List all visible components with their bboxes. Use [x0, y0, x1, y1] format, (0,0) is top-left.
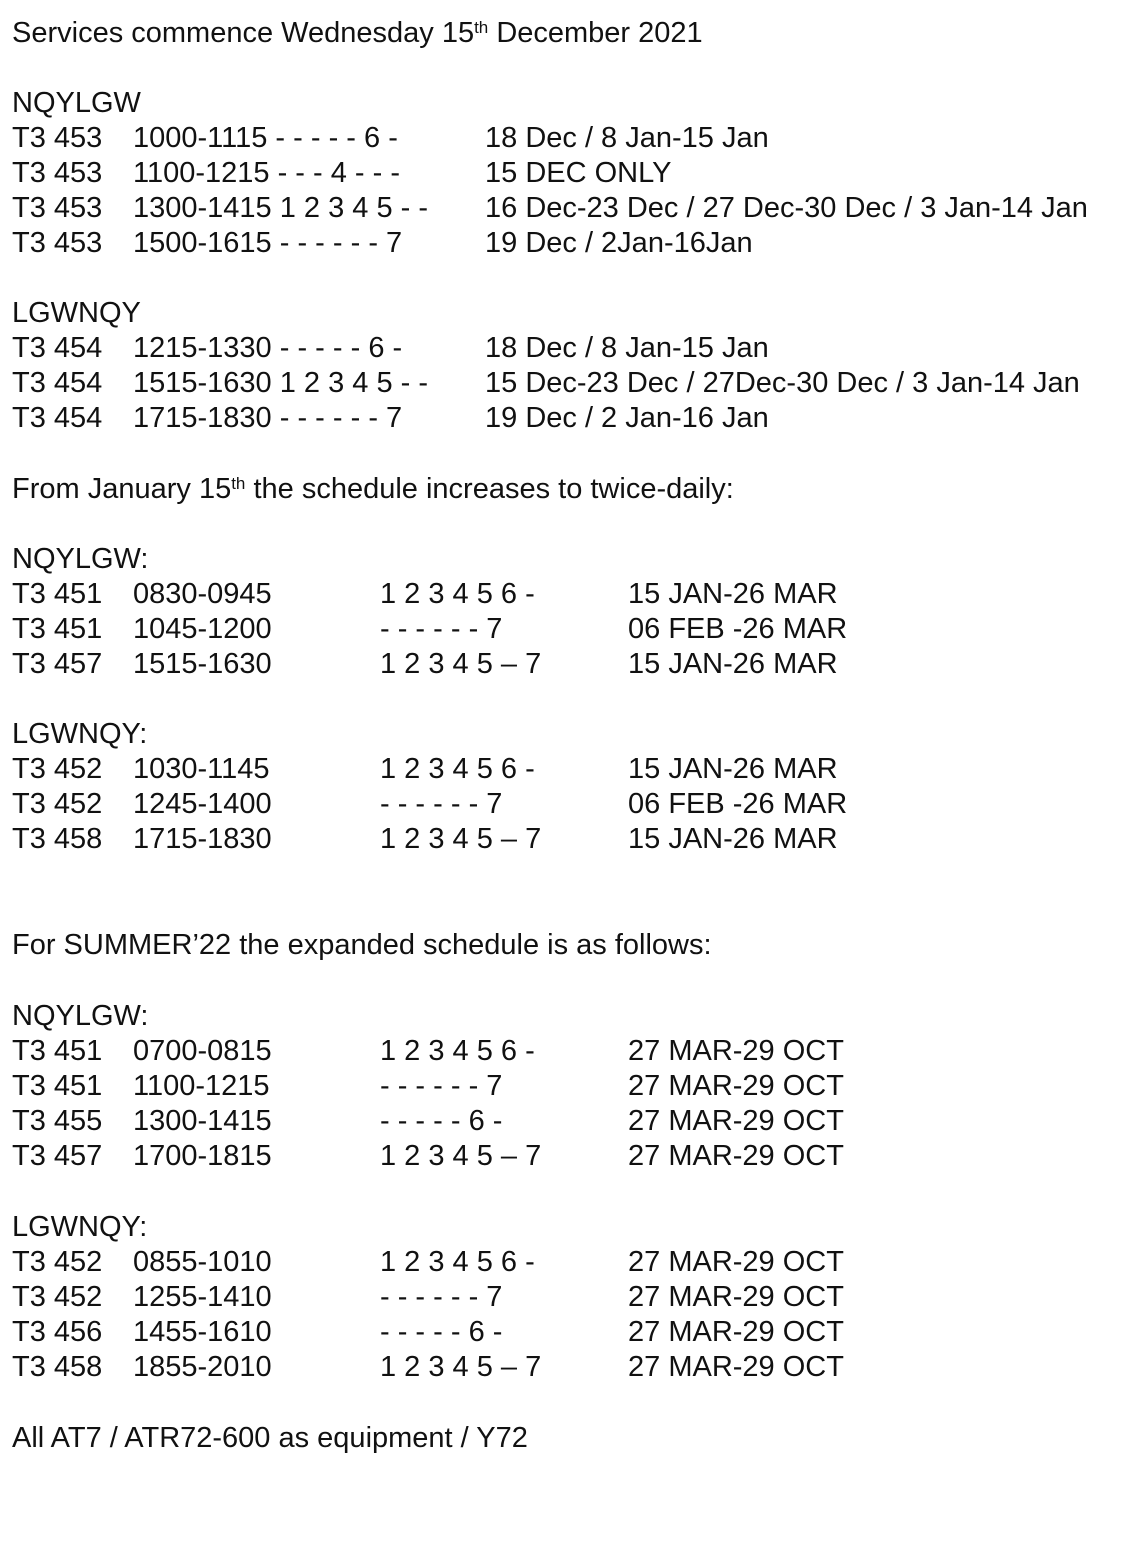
table-row [12, 1245, 1142, 1280]
table-row [12, 822, 1142, 857]
operating-days: 1 2 3 4 5 – 7 [380, 1140, 542, 1172]
dates: 27 MAR-29 OCT [628, 1281, 844, 1313]
operating-days: 1 2 3 4 5 6 - [380, 1246, 535, 1278]
dates: 18 Dec / 8 Jan-15 Jan [485, 332, 769, 364]
table-row [12, 1315, 1142, 1350]
table-row [12, 1350, 1142, 1385]
summer-intro-line: For SUMMER’22 the expanded schedule is as follows: [12, 929, 712, 961]
flight-number: T3 457 [12, 1140, 103, 1172]
equipment-footer: All AT7 / ATR72-600 as equipment / Y72 [12, 1422, 528, 1454]
flight-time: 1045-1200 [133, 613, 272, 645]
intro-sup: th [474, 18, 489, 37]
table-row [12, 156, 1142, 191]
dates: 15 JAN-26 MAR [628, 753, 838, 785]
jan-intro-suffix: the schedule increases to twice-daily: [245, 473, 734, 505]
flight-number: T3 453 [12, 122, 103, 154]
table-row [12, 121, 1142, 156]
time-days: 1515-1630 1 2 3 4 5 - - [133, 367, 429, 399]
table-row [12, 752, 1142, 787]
intro-prefix: Services commence Wednesday 15 [12, 17, 475, 49]
services-commence-line [12, 16, 703, 51]
operating-days: - - - - - - 7 [380, 788, 503, 820]
table-row [12, 787, 1142, 822]
operating-days: - - - - - - 7 [380, 613, 503, 645]
january-intro-line [12, 472, 734, 507]
dates: 19 Dec / 2Jan-16Jan [485, 227, 753, 259]
operating-days: 1 2 3 4 5 6 - [380, 753, 535, 785]
flight-number: T3 458 [12, 823, 103, 855]
operating-days: - - - - - - 7 [380, 1070, 503, 1102]
dates: 27 MAR-29 OCT [628, 1351, 844, 1383]
dates: 19 Dec / 2 Jan-16 Jan [485, 402, 769, 434]
dates: 06 FEB -26 MAR [628, 613, 848, 645]
operating-days: 1 2 3 4 5 6 - [380, 1035, 535, 1067]
section2-lg-header: LGWNQY: [12, 718, 148, 750]
flight-number: T3 454 [12, 367, 103, 399]
table-row [12, 1139, 1142, 1174]
operating-days: 1 2 3 4 5 6 - [380, 578, 535, 610]
flight-time: 1455-1610 [133, 1316, 272, 1348]
table-row [12, 1104, 1142, 1139]
flight-number: T3 454 [12, 332, 103, 364]
operating-days: 1 2 3 4 5 – 7 [380, 648, 542, 680]
flight-number: T3 451 [12, 1035, 103, 1067]
table-row [12, 1069, 1142, 1104]
flight-number: T3 451 [12, 613, 103, 645]
dates: 15 JAN-26 MAR [628, 648, 838, 680]
jan-intro-prefix: From January 15 [12, 473, 232, 505]
dates: 15 DEC ONLY [485, 157, 672, 189]
operating-days: - - - - - - 7 [380, 1281, 503, 1313]
dates: 18 Dec / 8 Jan-15 Jan [485, 122, 769, 154]
flight-time: 1100-1215 [133, 1070, 270, 1102]
operating-days: 1 2 3 4 5 – 7 [380, 823, 542, 855]
flight-number: T3 453 [12, 192, 103, 224]
flight-time: 1515-1630 [133, 648, 272, 680]
table-row [12, 331, 1142, 366]
schedule-document [12, 0, 1142, 1461]
dates: 16 Dec-23 Dec / 27 Dec-30 Dec / 3 Jan-14 Jan [485, 192, 1088, 224]
section3-nq-header: NQYLGW: [12, 1000, 149, 1032]
table-row [12, 401, 1142, 436]
flight-number: T3 451 [12, 1070, 103, 1102]
flight-number: T3 453 [12, 227, 103, 259]
time-days: 1300-1415 1 2 3 4 5 - - [133, 192, 429, 224]
intro-suffix: December 2021 [488, 17, 703, 49]
flight-number: T3 452 [12, 753, 103, 785]
dates: 27 MAR-29 OCT [628, 1140, 844, 1172]
table-row [12, 226, 1142, 261]
time-days: 1500-1615 - - - - - - 7 [133, 227, 403, 259]
table-row [12, 191, 1142, 226]
dates: 15 JAN-26 MAR [628, 578, 838, 610]
dates: 27 MAR-29 OCT [628, 1105, 844, 1137]
flight-number: T3 456 [12, 1316, 103, 1348]
flight-time: 1255-1410 [133, 1281, 272, 1313]
flight-time: 1855-2010 [133, 1351, 272, 1383]
table-row [12, 647, 1142, 682]
dates: 27 MAR-29 OCT [628, 1246, 844, 1278]
flight-number: T3 453 [12, 157, 103, 189]
dates: 27 MAR-29 OCT [628, 1035, 844, 1067]
section1-lg-header: LGWNQY [12, 297, 141, 329]
time-days: 1100-1215 - - - 4 - - - [133, 157, 401, 189]
flight-time: 0700-0815 [133, 1035, 272, 1067]
flight-number: T3 454 [12, 402, 103, 434]
jan-intro-sup: th [231, 474, 246, 493]
table-row [12, 612, 1142, 647]
operating-days: - - - - - 6 - [380, 1105, 503, 1137]
table-row [12, 1280, 1142, 1315]
flight-time: 0855-1010 [133, 1246, 272, 1278]
flight-time: 1030-1145 [133, 753, 270, 785]
dates: 27 MAR-29 OCT [628, 1070, 844, 1102]
flight-time: 0830-0945 [133, 578, 272, 610]
section3-lg-header: LGWNQY: [12, 1211, 148, 1243]
time-days: 1715-1830 - - - - - - 7 [133, 402, 403, 434]
time-days: 1215-1330 - - - - - 6 - [133, 332, 403, 364]
section2-nq-header: NQYLGW: [12, 543, 149, 575]
flight-number: T3 452 [12, 788, 103, 820]
time-days: 1000-1115 - - - - - 6 - [133, 122, 398, 154]
flight-number: T3 452 [12, 1281, 103, 1313]
table-row [12, 366, 1142, 401]
table-row [12, 577, 1142, 612]
flight-number: T3 452 [12, 1246, 103, 1278]
flight-time: 1715-1830 [133, 823, 272, 855]
flight-time: 1700-1815 [133, 1140, 272, 1172]
dates: 15 Dec-23 Dec / 27Dec-30 Dec / 3 Jan-14 Jan [485, 367, 1080, 399]
flight-number: T3 458 [12, 1351, 103, 1383]
flight-number: T3 451 [12, 578, 103, 610]
flight-number: T3 457 [12, 648, 103, 680]
dates: 15 JAN-26 MAR [628, 823, 838, 855]
flight-time: 1245-1400 [133, 788, 272, 820]
table-row [12, 1034, 1142, 1069]
flight-number: T3 455 [12, 1105, 103, 1137]
flight-time: 1300-1415 [133, 1105, 272, 1137]
section1-nq-header: NQYLGW [12, 87, 141, 119]
operating-days: 1 2 3 4 5 – 7 [380, 1351, 542, 1383]
dates: 27 MAR-29 OCT [628, 1316, 844, 1348]
dates: 06 FEB -26 MAR [628, 788, 848, 820]
operating-days: - - - - - 6 - [380, 1316, 503, 1348]
